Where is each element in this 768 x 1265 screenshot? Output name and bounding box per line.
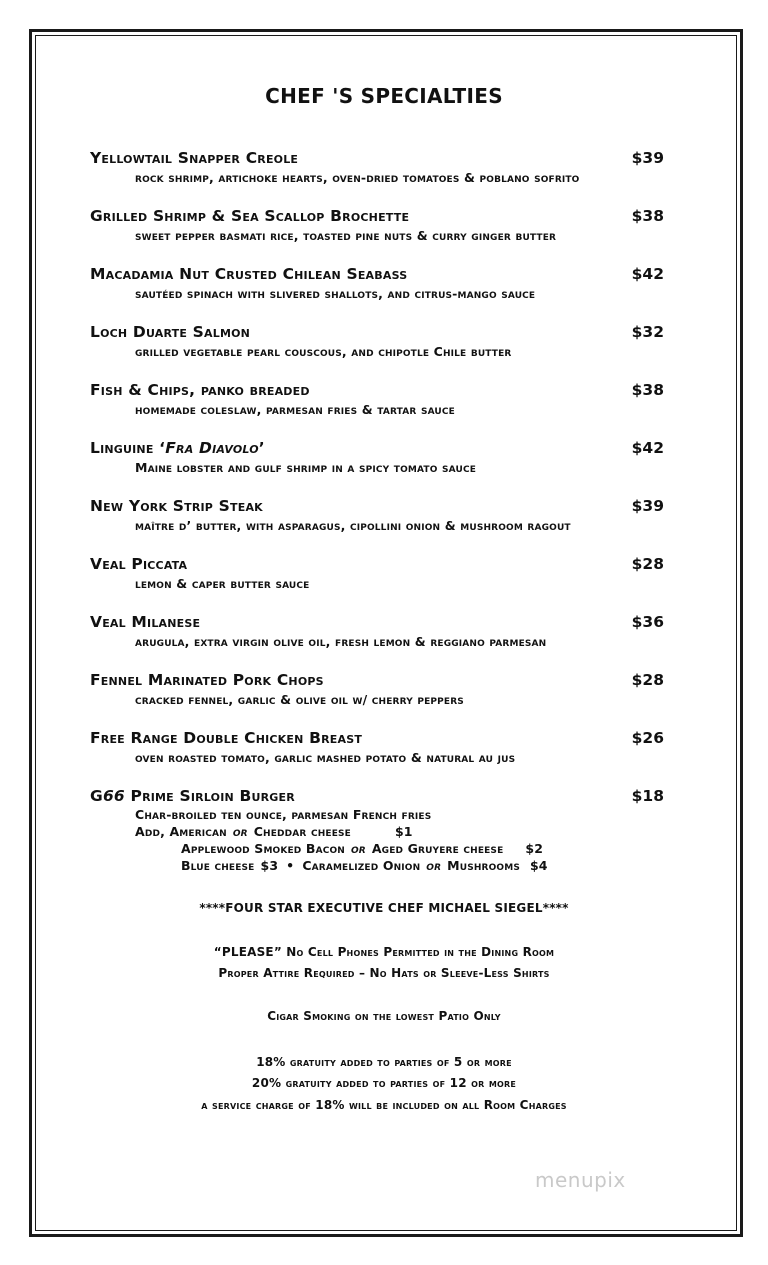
item-name-prefix: G xyxy=(90,787,103,805)
item-name xyxy=(90,439,265,457)
item-name: Loch Duarte Salmon xyxy=(90,323,251,341)
or-text: or xyxy=(232,824,248,839)
or-text: or xyxy=(350,841,366,856)
policy-service-charge: a service charge of 18% will be included on all Room Charges xyxy=(201,1098,567,1112)
menu-item xyxy=(90,729,666,765)
item-name: Veal Milanese xyxy=(90,613,201,631)
menu-item xyxy=(90,555,666,591)
addon-text: Aged Gruyere cheese xyxy=(371,841,504,856)
burger-addon-cheese xyxy=(135,824,666,839)
item-price: $28 xyxy=(631,671,664,689)
policy-cigar: Cigar Smoking on the lowest Patio Only xyxy=(267,1009,501,1023)
menu-item xyxy=(90,613,666,649)
item-price: $42 xyxy=(631,265,664,283)
item-name: Yellowtail Snapper Creole xyxy=(90,149,299,167)
addon-text: Caramelized Onion xyxy=(302,858,421,873)
item-description: maître d’ butter, with asparagus, cipollini onion & mushroom ragout xyxy=(135,518,571,533)
menu-list xyxy=(90,149,666,895)
menu-item xyxy=(90,439,666,475)
addon-price: $4 xyxy=(529,858,548,873)
addon-text: Cheddar cheese xyxy=(253,824,351,839)
addon-text: Add, American xyxy=(135,824,227,839)
menu-item xyxy=(90,381,666,417)
burger-addon-toppings xyxy=(181,858,666,873)
policy-gratuity-5: 18% gratuity added to parties of 5 or more xyxy=(256,1055,512,1069)
item-price: $32 xyxy=(631,323,664,341)
item-name: Grilled Shrimp & Sea Scallop Brochette xyxy=(90,207,410,225)
item-price: $42 xyxy=(631,439,664,457)
item-name: Fish & Chips, panko breaded xyxy=(90,381,310,399)
watermark-logo: menupix xyxy=(535,1168,626,1192)
menu-item xyxy=(90,497,666,533)
item-description: cracked fennel, garlic & olive oil w/ cherry peppers xyxy=(135,692,464,707)
item-price: $38 xyxy=(631,381,664,399)
item-description: sweet pepper basmati rice, toasted pine nuts & curry ginger butter xyxy=(135,228,557,243)
menu-item xyxy=(90,323,666,359)
item-price: $36 xyxy=(631,613,664,631)
menu-item xyxy=(90,671,666,707)
item-name-prefix: Linguine ‘ xyxy=(90,439,166,457)
item-price: $38 xyxy=(631,207,664,225)
item-price: $39 xyxy=(631,497,664,515)
item-price: $28 xyxy=(631,555,664,573)
item-description: arugula, extra virgin olive oil, fresh lemon & reggiano parmesan xyxy=(135,634,547,649)
item-name-suffix: Prime Sirloin Burger xyxy=(124,787,295,805)
item-description: grilled vegetable pearl couscous, and chipotle Chile butter xyxy=(135,344,512,359)
item-name: Fennel Marinated Pork Chops xyxy=(90,671,324,689)
burger-addon-bacon xyxy=(181,841,666,856)
item-description: rock shrimp, artichoke hearts, oven-dried tomatoes & poblano sofrito xyxy=(135,170,580,185)
page-title: CHEF 'S SPECIALTIES xyxy=(265,84,503,108)
addon-price: $3 xyxy=(260,858,279,873)
policy-gratuity-12: 20% gratuity added to parties of 12 or more xyxy=(251,1076,517,1090)
addon-price: $2 xyxy=(525,841,544,856)
item-description: sautéed spinach with slivered shallots, and citrus-mango sauce xyxy=(135,286,536,301)
item-name: Veal Piccata xyxy=(90,555,188,573)
item-description: homemade coleslaw, parmesan fries & tartar sauce xyxy=(135,402,455,417)
menu-item xyxy=(90,265,666,301)
policy-phones: “PLEASE” No Cell Phones Permitted in the Dining Room xyxy=(213,945,555,959)
chef-credit: ****FOUR STAR EXECUTIVE CHEF MICHAEL SIEGEL**** xyxy=(199,901,569,915)
addon-price: $1 xyxy=(394,824,413,839)
item-price: $26 xyxy=(631,729,664,747)
item-description: lemon & caper butter sauce xyxy=(135,576,310,591)
item-price: $18 xyxy=(631,787,664,805)
or-text: or xyxy=(426,858,442,873)
menu-item xyxy=(90,207,666,243)
item-name: Macadamia Nut Crusted Chilean Seabass xyxy=(90,265,408,283)
item-name xyxy=(90,787,295,805)
bullet-separator: • xyxy=(286,858,295,873)
item-description: Maine lobster and gulf shrimp in a spicy tomato sauce xyxy=(135,460,476,475)
addon-text: Blue cheese xyxy=(181,858,255,873)
item-price: $39 xyxy=(631,149,664,167)
item-name-suffix: ’ xyxy=(258,439,265,457)
item-name: New York Strip Steak xyxy=(90,497,263,515)
item-description: oven roasted tomato, garlic mashed potato & natural au jus xyxy=(135,750,516,765)
policy-attire: Proper Attire Required – No Hats or Sleeve-Less Shirts xyxy=(218,966,550,980)
burger-description: Char-broiled ten ounce, parmesan French fries xyxy=(135,807,432,822)
item-name-italic: Fra Diavolo xyxy=(165,439,259,457)
addon-text: Mushrooms xyxy=(447,858,520,873)
item-name-italic: 66 xyxy=(102,787,125,805)
item-name: Free Range Double Chicken Breast xyxy=(90,729,363,747)
addon-text: Applewood Smoked Bacon xyxy=(181,841,345,856)
menu-item-burger xyxy=(90,787,666,873)
menu-item xyxy=(90,149,666,185)
